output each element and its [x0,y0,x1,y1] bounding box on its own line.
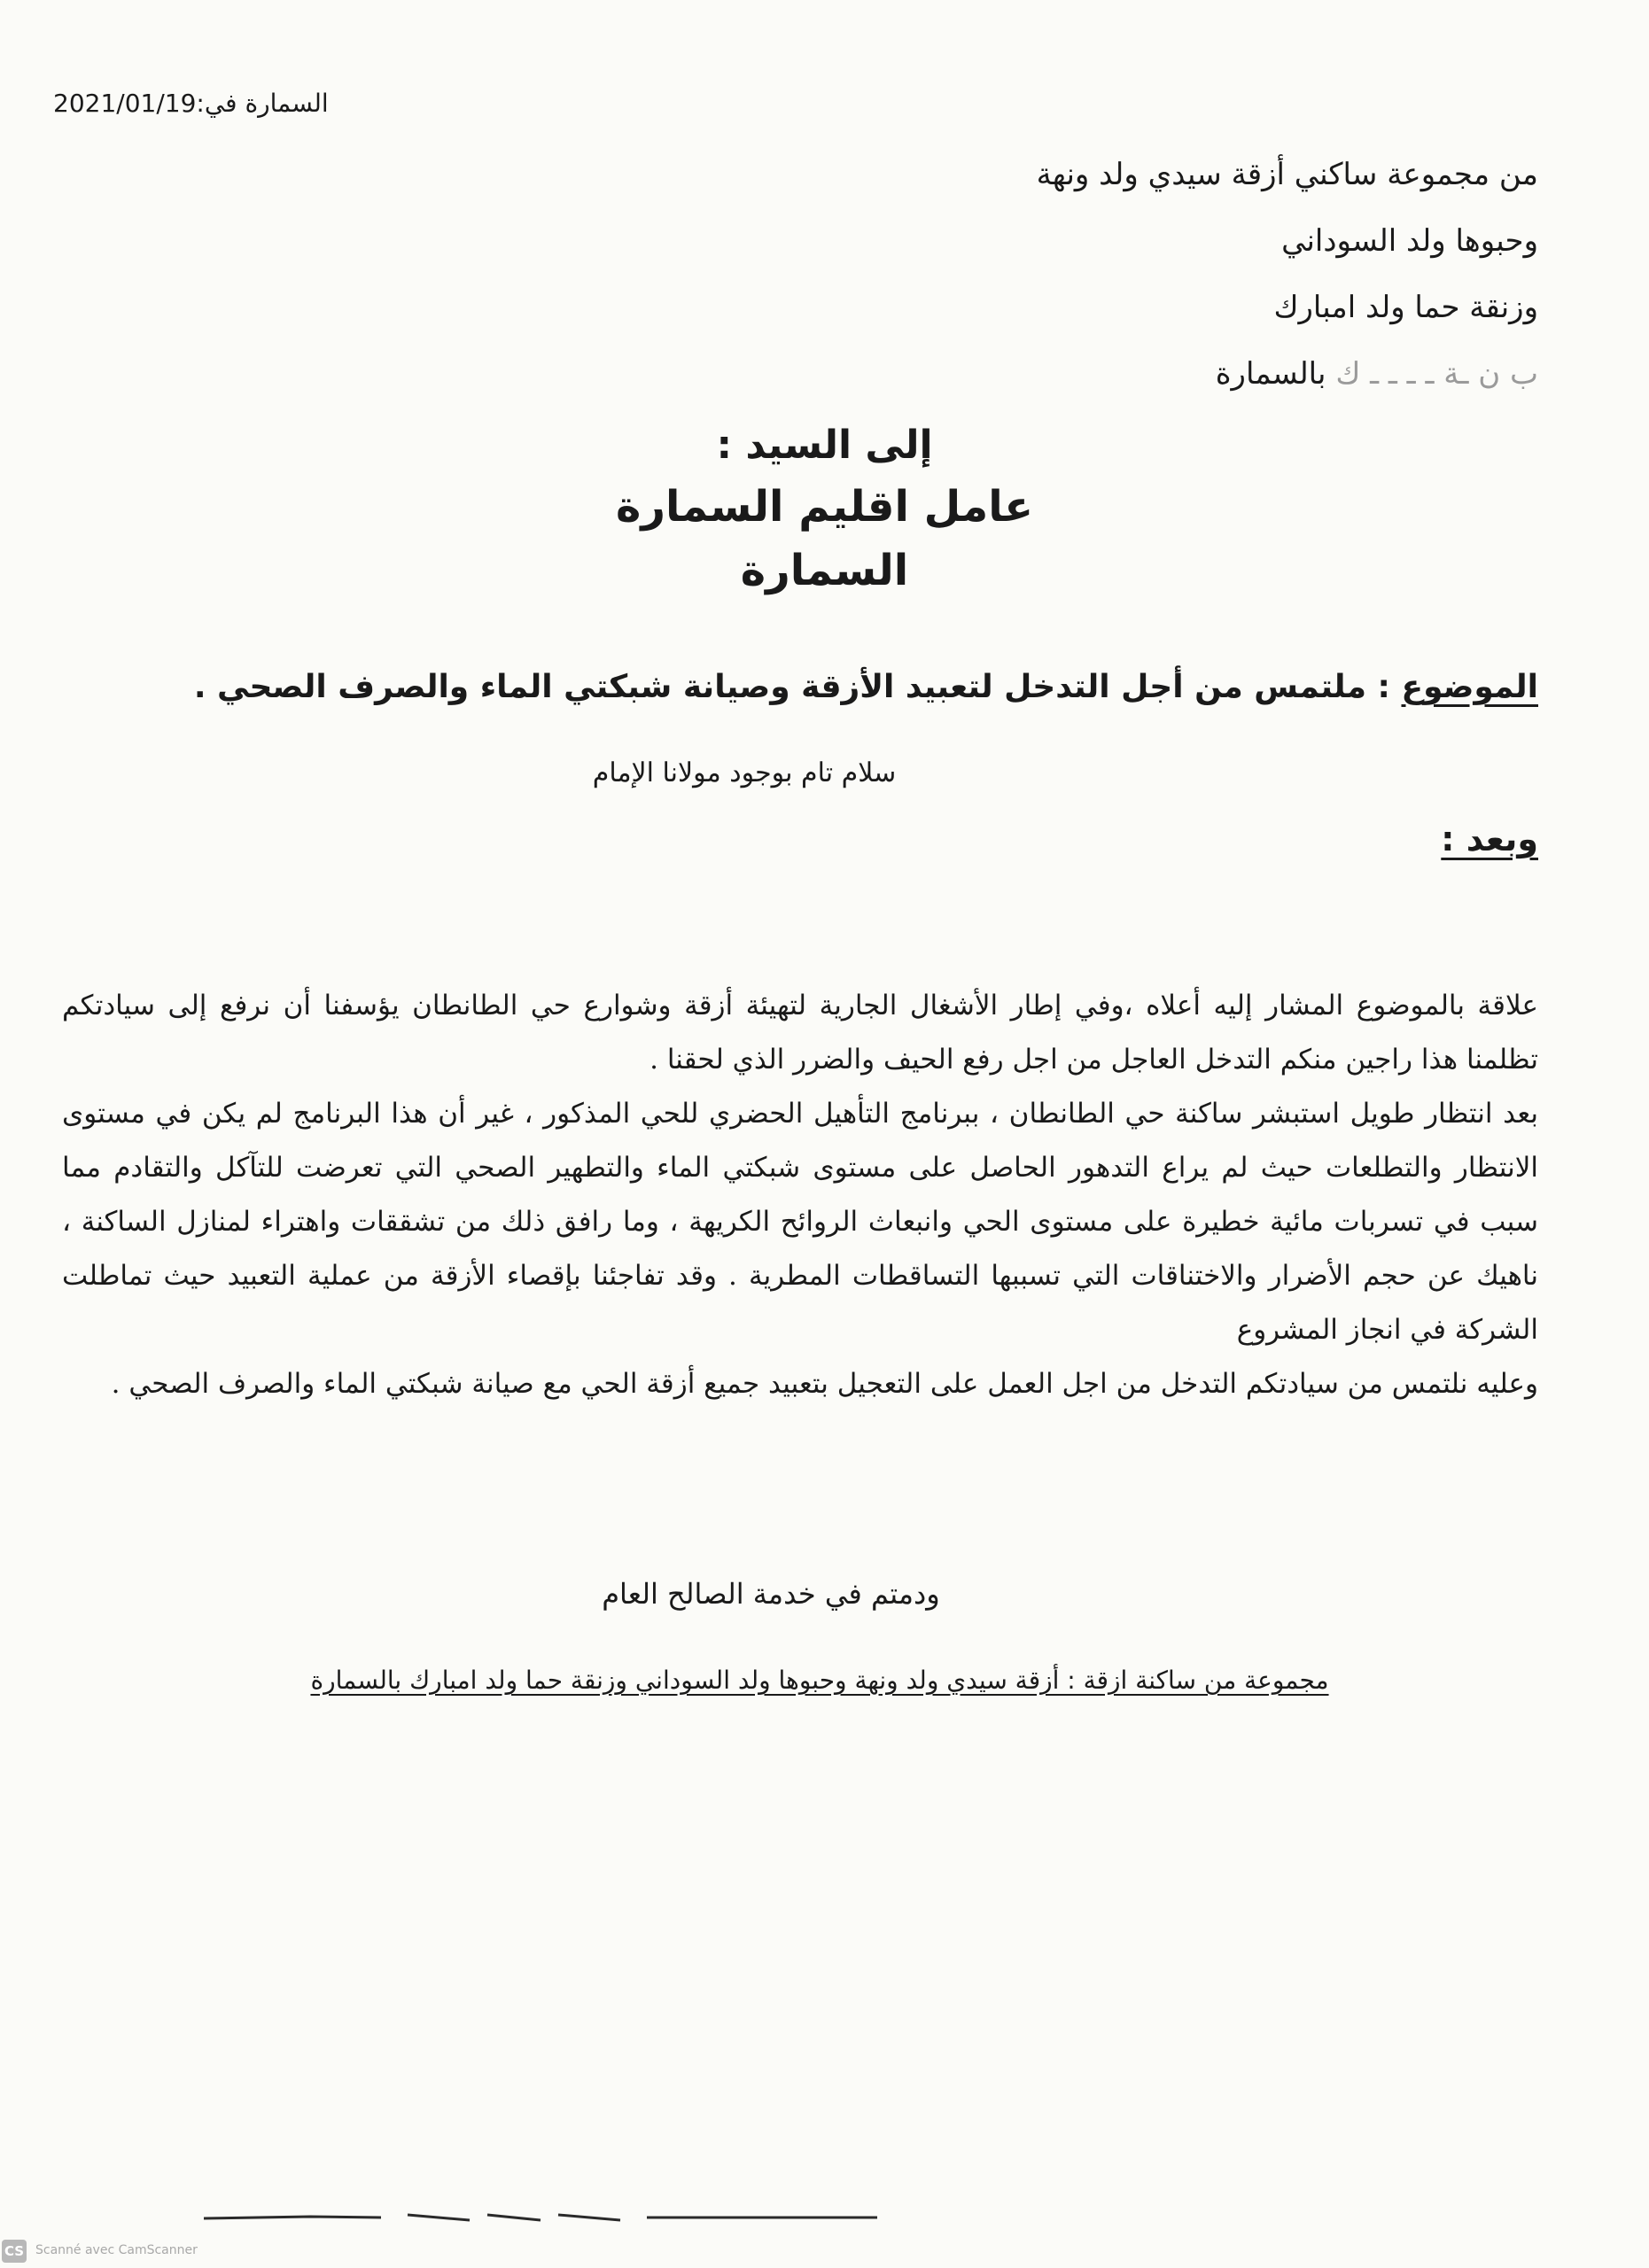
body-paragraph-3: وعليه نلتمس من سيادتكم التدخل من اجل العمل على التعجيل بتعبيد جميع أزقة الحي مع صيانة شبكتي الماء والصرف الصحي . [111,1368,1538,1400]
camscanner-watermark: Scanné avec CamScanner [35,2243,198,2257]
recipient-title: عامل اقليم السمارة [616,482,1033,532]
greeting: سلام تام بوجود مولانا الإمام [592,757,897,788]
subject-line [193,669,1538,705]
sender-city: بالسمارة [1215,356,1326,392]
scan-edge-mark [204,2213,877,2222]
recipient-salutation: إلى السيد : [716,423,933,468]
body-paragraph-2: بعد انتظار طويل استبشر ساكنة حي الطانطان ، ببرنامج التأهيل الحضري للحي المذكور ، غير أن هذا البرنامج لم يكن في مستوى الانتظار والتطلعات حيث لم يراع التدهور الحاصل على مستوى شبكتي الماء والتطهير الصحي التي تعرضت للتآكل والتقادم مما سبب في تسربات مائية خطيرة على مستوى الحي وانبعاث الروائح الكريهة ، وما رافق ذلك من تشققات واهتراء لمنازل الساكنة ، ناهيك عن حجم الأضرار والاختناقات التي تسببها التساقطات المطرية . وقد تفاجئنا بإقصاء الأزقة من عملية التعبيد حيث تماطلت الشركة في انجاز المشروع [62,1098,1538,1346]
letter-body [62,979,1538,1411]
recipient-block [0,416,1649,602]
sender-line-3: وزنقة حما ولد امبارك [1273,290,1538,325]
opening-phrase [1361,819,1538,858]
sender-line-2: وحبوها ولد السوداني [1281,223,1538,259]
sender-block [918,142,1538,408]
opening-text: وبعد : [1441,819,1538,858]
closing-line: ودمتم في خدمة الصالح العام [602,1577,940,1611]
subject-text: : ملتمس من أجل التدخل لتعبيد الأزقة وصيانة شبكتي الماء والصرف الصحي . [193,669,1390,705]
body-paragraph-1: علاقة بالموضوع المشار إليه أعلاه ،وفي إطار الأشغال الجارية لتهيئة أزقة وشوارع حي الطانطان يؤسفنا أن نرفع إلى سيادتكم تظلمنا هذا راجين منكم التدخل العاجل من اجل رفع الحيف والضرر الذي لحقنا . [62,990,1538,1076]
letter-date: السمارة في:2021/01/19 [53,89,329,118]
signature-line: مجموعة من ساكنة ازقة : أزقة سيدي ولد ونهة وحبوها ولد السوداني وزنقة حما ولد امبارك بالسمارة [310,1666,1329,1695]
recipient-city: السمارة [740,546,909,595]
camscanner-logo: CS [2,2240,27,2263]
sender-line-4 [918,341,1538,408]
subject-label: الموضوع [1401,669,1538,705]
sender-faint-fragment: ب ن ـة ـ ـ ـ ـ ك [1335,356,1538,392]
sender-line-1: من مجموعة ساكني أزقة سيدي ولد ونهة [1036,157,1538,192]
